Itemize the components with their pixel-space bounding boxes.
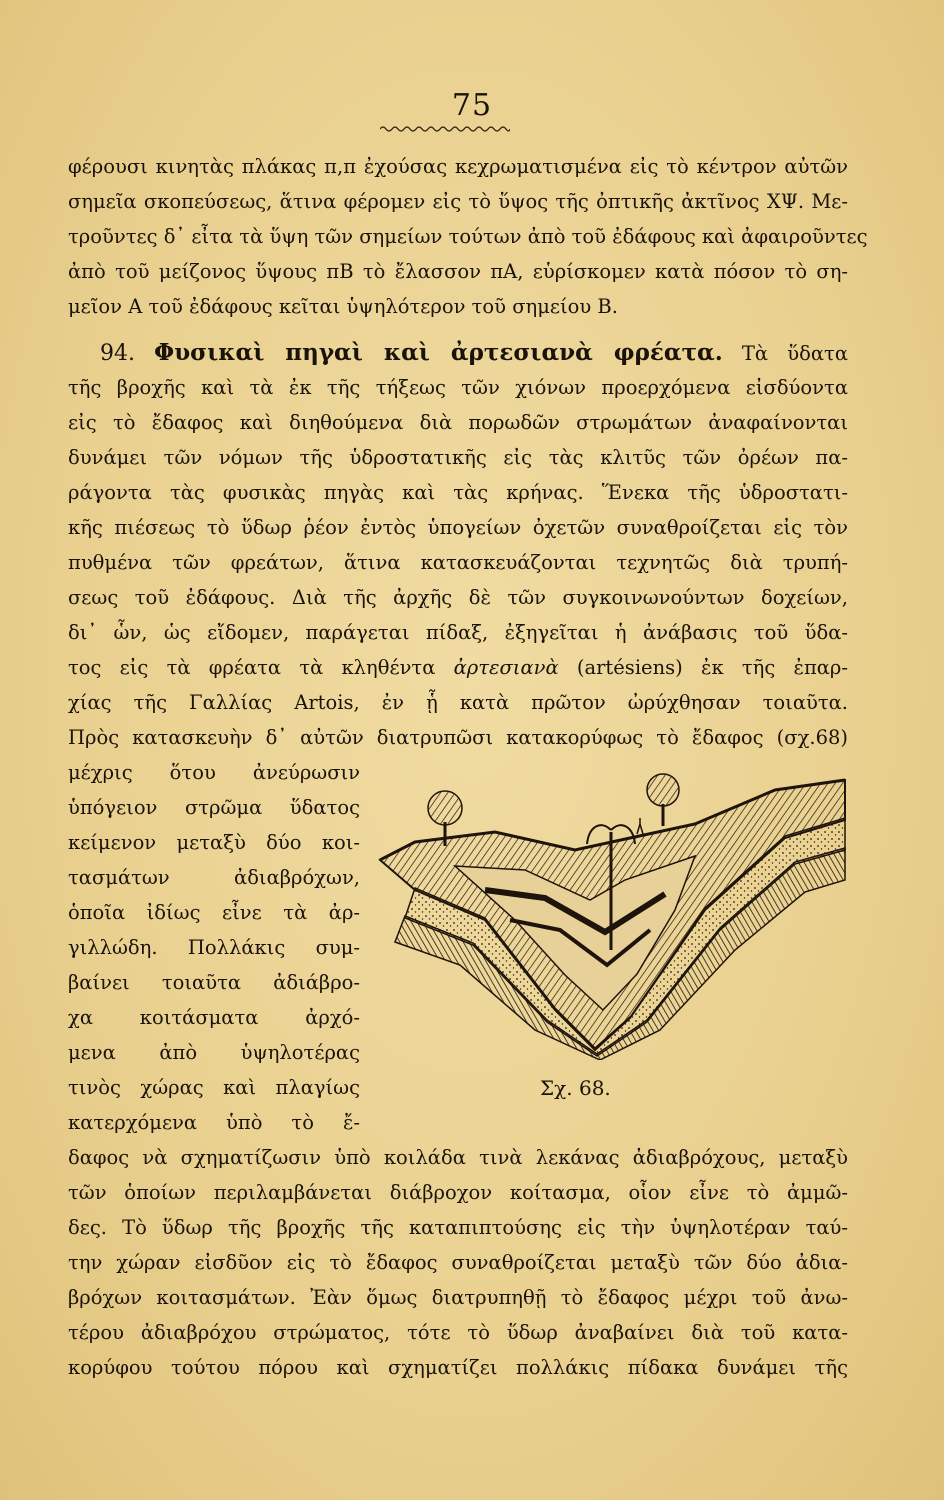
text-line: δαφος νὰ σχηματίζωσιν ὑπὸ κοιλάδα τινὰ λεκάνας ἀδιαβρόχους, μεταξὺ bbox=[68, 1146, 848, 1169]
figure-caption: Σχ. 68. bbox=[540, 1076, 611, 1100]
text-line: μεῖον Α τοῦ ἐδάφους κεῖται ὑψηλότερον τοῦ σημείου Β. bbox=[68, 295, 618, 318]
text-line: κείμενον μεταξὺ δύο κοι- bbox=[68, 831, 360, 854]
wavy-rule-ornament bbox=[380, 124, 510, 134]
term-artesian: ἀρτεσιανὰ bbox=[453, 656, 559, 679]
text-line: τῶν ὁποίων περιλαμβάνεται διάβροχον κοίτασμα, οἷον εἶνε τὸ ἀμμῶ- bbox=[68, 1181, 848, 1204]
text-line: χα κοιτάσματα ἀρχό- bbox=[68, 1006, 360, 1029]
text-fragment: (artésiens) ἐκ τῆς ἐπαρ- bbox=[558, 656, 848, 679]
text-line: ἀπὸ τοῦ μείζονος ὕψους πΒ τὸ ἔλασσον πΑ, εὑρίσκομεν κατὰ πόσον τὸ ση- bbox=[68, 260, 848, 283]
text-line: τῆς βροχῆς καὶ τὰ ἐκ τῆς τήξεως τῶν χιόνων προερχόμενα εἰσδύοντα bbox=[68, 376, 848, 399]
text-line: τέρου ἀδιαβρόχου στρώματος, τότε τὸ ὕδωρ ἀναβαίνει διὰ τοῦ κατα- bbox=[68, 1321, 848, 1344]
text-line: Πρὸς κατασκευὴν δ᾽ αὐτῶν διατρυπῶσι κατακορύφως τὸ ἔδαφος (σχ.68) bbox=[68, 726, 848, 749]
text-line: δυνάμει τῶν νόμων τῆς ὑδροστατικῆς εἰς τὰς κλιτῦς τῶν ὀρέων πα- bbox=[68, 446, 848, 469]
text-line: τινὸς χώρας καὶ πλαγίως bbox=[68, 1076, 360, 1099]
text-line: πυθμένα τῶν φρεάτων, ἅτινα κατασκευάζονται τεχνητῶς διὰ τρυπή- bbox=[68, 551, 848, 574]
text-line: φέρουσι κινητὰς πλάκας π,π ἐχούσας κεχρωματισμένα εἰς τὸ κέντρον αὐτῶν bbox=[68, 155, 848, 178]
section-number: 94. bbox=[100, 341, 135, 366]
text-line: δι᾽ ὧν, ὡς εἴδομεν, παράγεται πίδαξ, ἐξηγεῖται ἡ ἀνάβασις τοῦ ὕδα- bbox=[68, 621, 848, 644]
text-line-artesian bbox=[68, 653, 848, 683]
text-line: ὁποῖα ἰδίως εἶνε τὰ ἀρ- bbox=[68, 901, 360, 924]
text-line: βρόχων κοιτασμάτων. Ἐὰν ὅμως διατρυπηθῇ τὸ ἔδαφος μέχρι τοῦ ἀνω- bbox=[68, 1286, 848, 1309]
section-first-words: Τὰ ὕδατα bbox=[741, 342, 848, 365]
text-line: τασμάτων ἀδιαβρόχων, bbox=[68, 866, 360, 889]
section-title: Φυσικαὶ πηγαὶ καὶ ἀρτεσιανὰ φρέατα. bbox=[154, 339, 723, 366]
text-line: γιλλώδη. Πολλάκις συμ- bbox=[68, 936, 360, 959]
text-line: μενα ἀπὸ ὑψηλοτέρας bbox=[68, 1041, 360, 1064]
text-line: κορύφου τούτου πόρου καὶ σχηματίζει πολλάκις πίδακα δυνάμει τῆς bbox=[68, 1356, 848, 1379]
text-line: βαίνει τοιαῦτα ἀδιάβρο- bbox=[68, 971, 360, 994]
text-line: την χώραν εἰσδῦον εἰς τὸ ἔδαφος συναθροίζεται μεταξὺ τῶν δύο ἀδια- bbox=[68, 1251, 848, 1274]
page-number: 75 bbox=[451, 88, 493, 123]
text-line: χίας τῆς Γαλλίας Artois, ἐν ᾗ κατὰ πρῶτον ὠρύχθησαν τοιαῦτα. bbox=[68, 691, 848, 714]
text-line: εἰς τὸ ἔδαφος καὶ διηθούμενα διὰ πορωδῶν στρωμάτων ἀναφαίνονται bbox=[68, 411, 848, 434]
text-line: σεως τοῦ ἐδάφους. Διὰ τῆς ἀρχῆς δὲ τῶν συγκοινωνούντων δοχείων, bbox=[68, 586, 848, 609]
text-line: ράγοντα τὰς φυσικὰς πηγὰς καὶ τὰς κρήνας. Ἕνεκα τῆς ὑδροστατι- bbox=[68, 481, 848, 504]
text-line: κῆς πιέσεως τὸ ὕδωρ ῥέον ἐντὸς ὑπογείων ὀχετῶν συναθροίζεται εἰς τὸν bbox=[68, 516, 848, 539]
text-line: κατερχόμενα ὑπὸ τὸ ἔ- bbox=[68, 1111, 360, 1134]
artesian-well-figure bbox=[375, 760, 850, 1060]
text-line: μέχρις ὅτου ἀνεύρωσιν bbox=[68, 761, 360, 784]
text-line: τροῦντες δ᾽ εἶτα τὰ ὕψη τῶν σημείων τούτων ἀπὸ τοῦ ἐδάφους καὶ ἀφαιροῦντες bbox=[68, 225, 868, 248]
text-fragment: τος εἰς τὰ φρέατα τὰ κληθέντα bbox=[68, 656, 454, 679]
text-line: σημεῖα σκοπεύσεως, ἅτινα φέρομεν εἰς τὸ ὕψος τῆς ὀπτικῆς ἀκτῖνος ΧΨ. Με- bbox=[68, 190, 848, 213]
text-line: ὑπόγειον στρῶμα ὕδατος bbox=[68, 796, 360, 819]
section-heading-line bbox=[100, 338, 848, 369]
text-line: δες. Τὸ ὕδωρ τῆς βροχῆς τῆς καταπιπτούσης εἰς τὴν ὑψηλοτέραν ταύ- bbox=[68, 1216, 848, 1239]
